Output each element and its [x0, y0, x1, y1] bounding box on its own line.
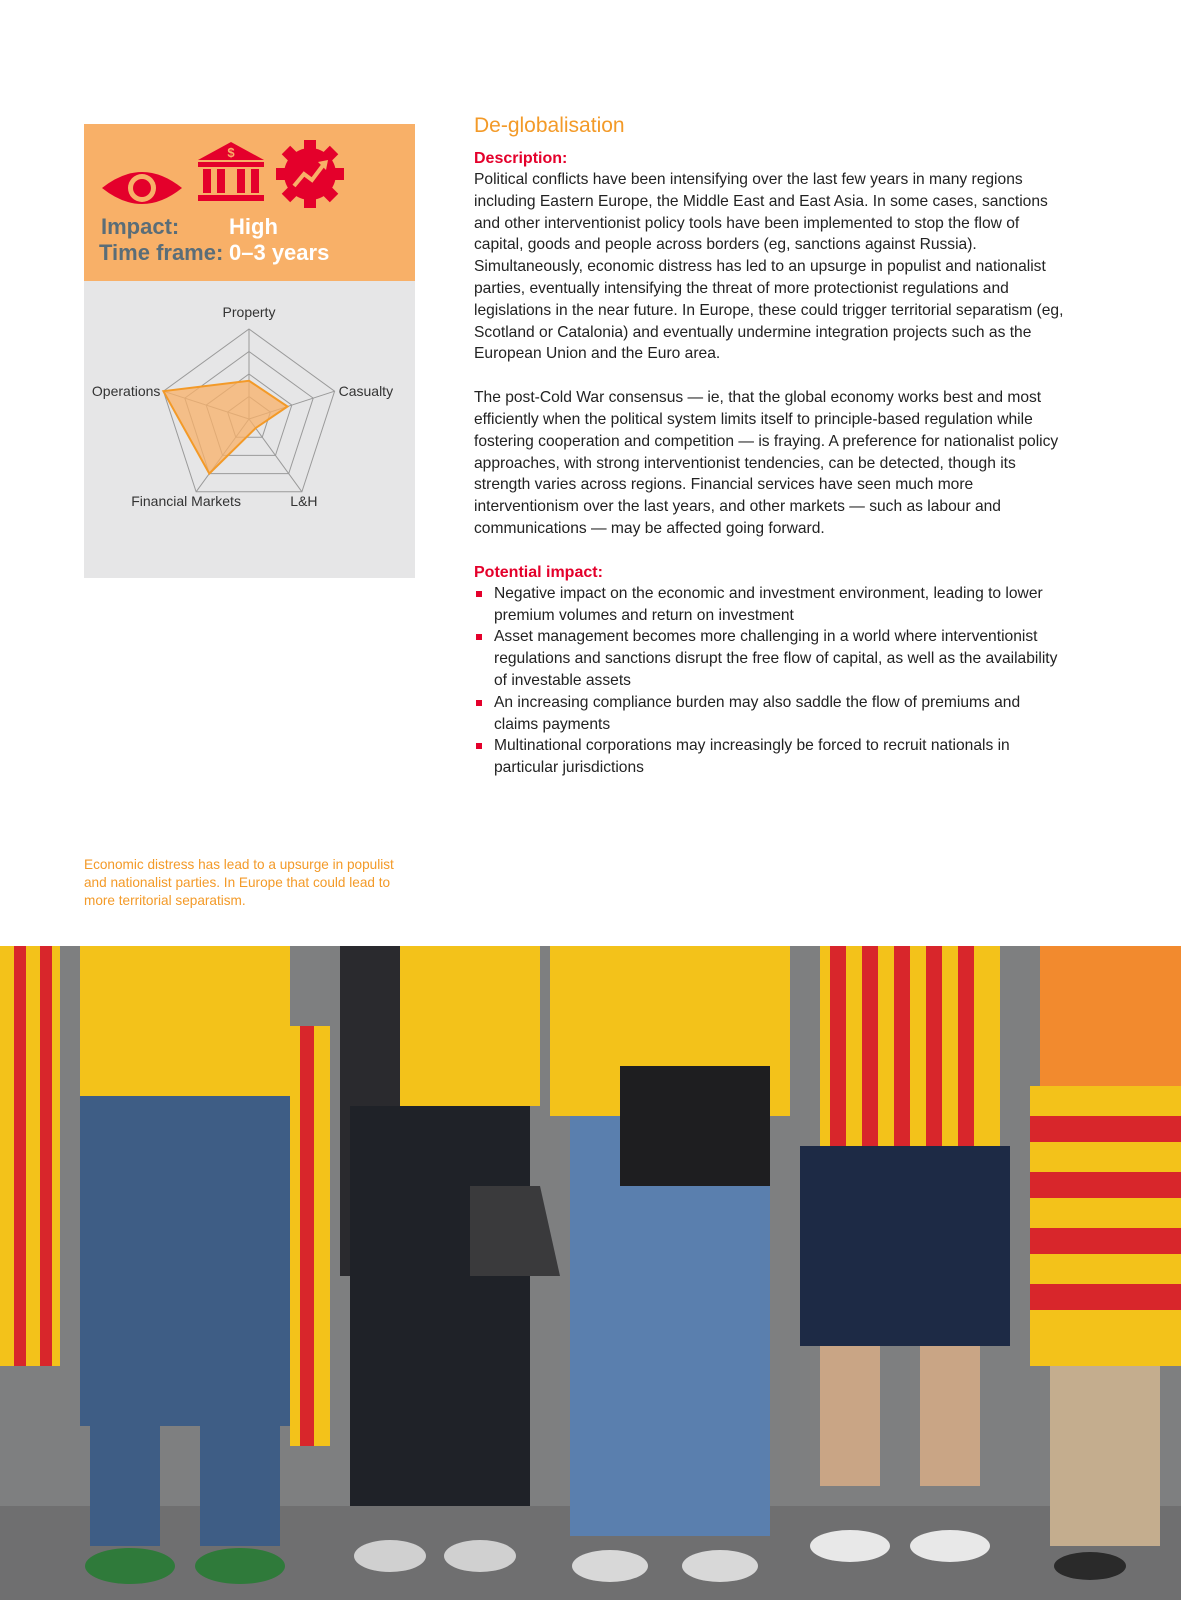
list-item-text: An increasing compliance burden may also saddle the flow of premiums and claims payments — [494, 693, 1021, 733]
timeframe-value: 0–3 years — [229, 240, 330, 265]
list-item-text: Negative impact on the economic and investment environment, leading to lower premium volumes and return on investment — [494, 584, 1043, 624]
bullet-square-icon — [476, 634, 482, 640]
list-item — [474, 626, 1064, 691]
photo-crowd-holding-hands — [0, 946, 1181, 1600]
radar-axis-label: L&H — [290, 492, 318, 509]
impact-heading: Potential impact: — [474, 563, 603, 581]
radar-axis-label: Operations — [91, 383, 161, 400]
list-item — [474, 735, 1064, 779]
timeframe-label: Time frame: — [99, 240, 224, 265]
bullet-square-icon — [476, 700, 482, 706]
description-heading: Description: — [474, 150, 568, 167]
bullet-square-icon — [476, 591, 482, 597]
photo-illustration — [0, 946, 1181, 1600]
radar-chart-panel — [84, 281, 415, 578]
list-item — [474, 583, 1064, 627]
paragraph: The post-Cold War consensus — ie, that the global economy works best and most efficiently when the political system limits itself to principle-based regulation while fostering cooperation and competition — is fraying. A preference for nationalist policy approaches, with strong interventionist tendencies, can be detected, though its strength varies across regions. Financial services have seen much more interventionism over the last years, and other markets — such as labour and communications — may be affected going forward. — [474, 389, 1059, 537]
bank-icon — [196, 136, 266, 204]
impact-value: High — [229, 214, 278, 239]
page-title: De-globalisation — [474, 114, 625, 137]
list-item-text: Asset management becomes more challenging in a world where interventionist regulations and sanctions disrupt the free flow of capital, as well as the availability of investable assets — [494, 628, 1058, 689]
risk-card-header — [84, 124, 415, 281]
eye-icon — [100, 164, 184, 212]
svg-text:$: $ — [227, 145, 235, 160]
radar-axis-label: Financial Markets — [131, 492, 241, 509]
radar-chart — [84, 281, 415, 578]
list-item — [474, 692, 1064, 736]
impact-list — [474, 583, 1064, 779]
article — [474, 114, 1064, 779]
impact-label: Impact: — [101, 214, 180, 239]
paragraph: Political conflicts have been intensifying over the last few years in many regions including Eastern Europe, the Middle East and East Asia. In some cases, sanctions and other interventionist policy tools have been implemented to stop the flow of capital, goods and people across borders (eg, sanctions against Russia). Simultaneously, economic distress has led to an upsurge in populist and nationalist parties, eventually intensifying the threat of more protectionist regulations and legislations in the near future. In Europe, these could trigger territorial separatism (eg, Scotland or Catalonia) and eventually undermine integration projects such as the European Union and the Euro area. — [474, 171, 1064, 363]
gear-chart-icon — [274, 138, 346, 210]
radar-axis-label: Casualty — [338, 383, 394, 400]
photo-caption: Economic distress has lead to a upsurge in populist and nationalist parties. In Europe that could lead to more territorial separatism. — [84, 857, 394, 908]
risk-card — [84, 124, 415, 578]
list-item-text: Multinational corporations may increasingly be forced to recruit nationals in particular jurisdictions — [494, 737, 1010, 777]
radar-series-area — [163, 381, 287, 474]
radar-axis-label: Property — [222, 304, 276, 320]
bullet-square-icon — [476, 743, 482, 749]
